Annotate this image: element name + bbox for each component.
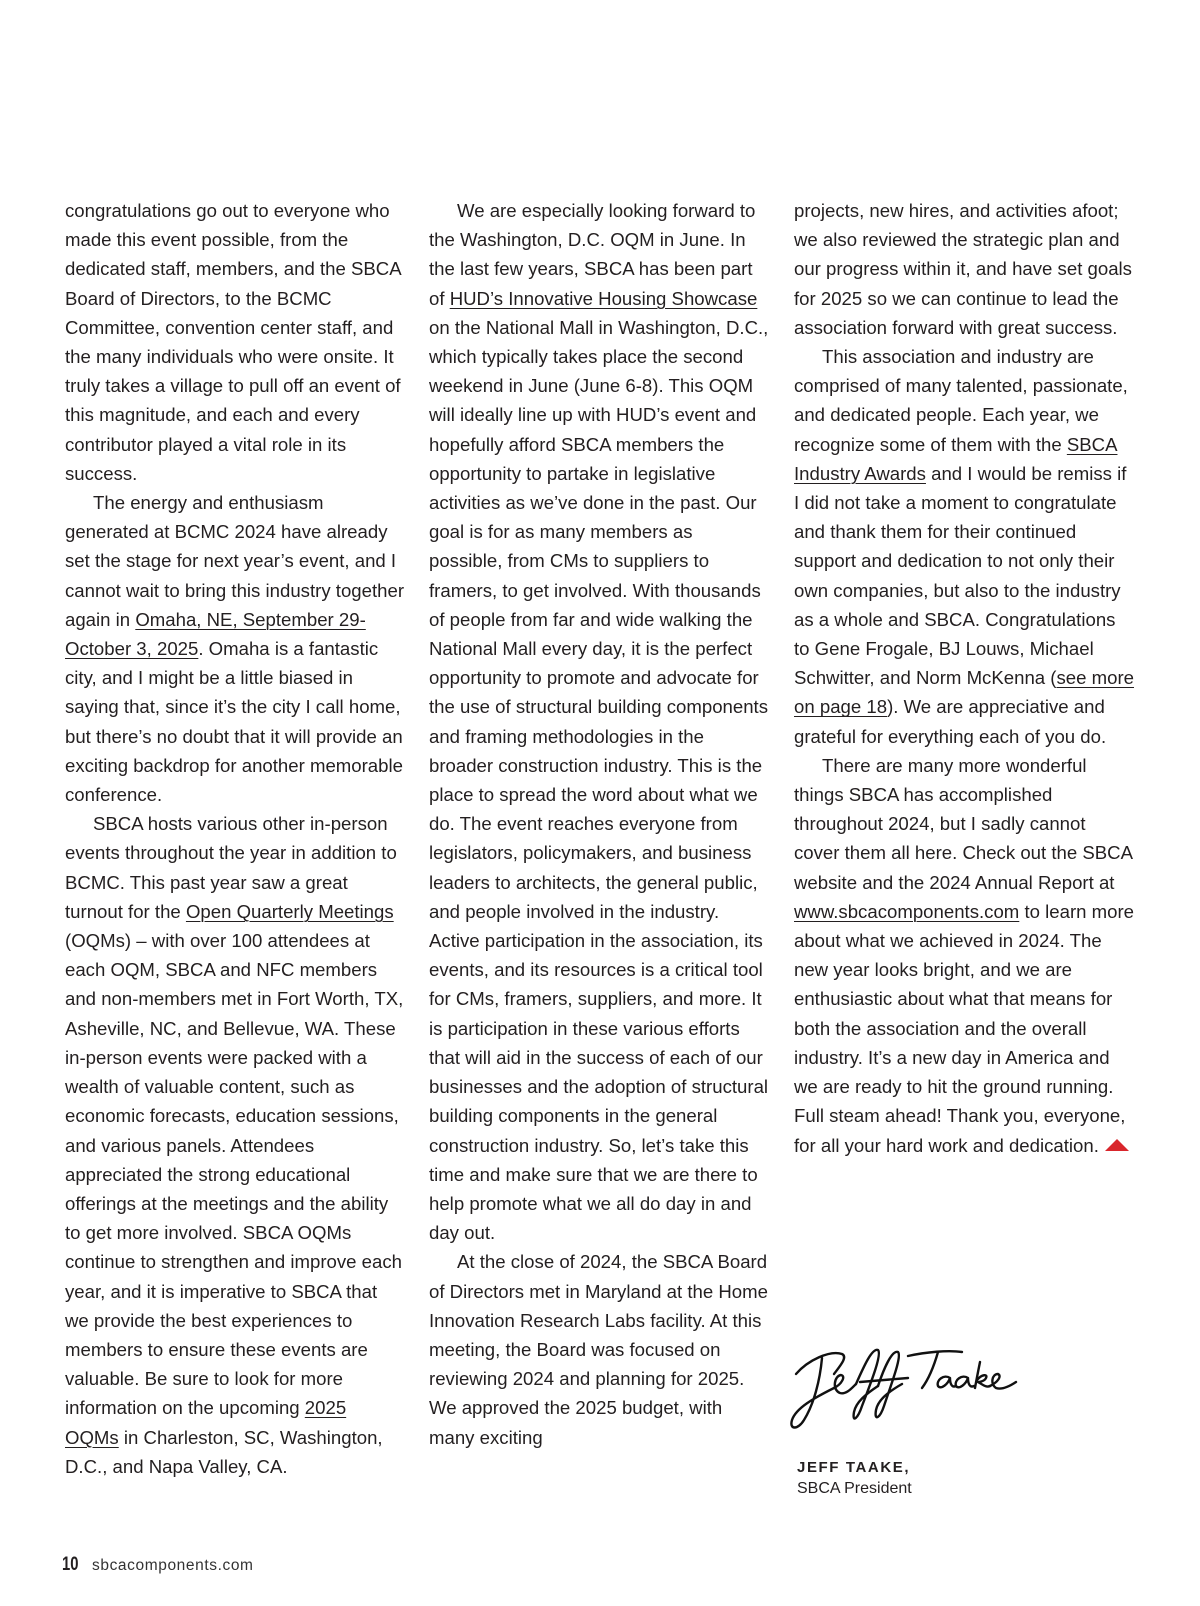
signer-name: JEFF TAAKE, — [797, 1459, 911, 1476]
2025-oqms-link[interactable]: 2025 OQMs — [65, 1397, 347, 1448]
open-quarterly-meetings-link[interactable]: Open Quarterly Meetings — [185, 900, 394, 922]
paragraph: This association and industry are comprised of many talented, passionate, and dedicated people. Each year, we recognize some of them with the SBCA Industry Awards and I would be remiss if I did not take a moment to congratulate and thank them for their continued support and dedication to not only their own companies, but also to the industry as a whole and SBCA. Congratulations to Gene Frogale, BJ Louws, Michael Schwitter, and Norm McKenna (see more on page 18). We are appreciative and grateful for everything each of you do. — [794, 346, 1134, 747]
hud-showcase-link[interactable]: HUD’s Innovative Housing Showcase — [449, 287, 758, 309]
paragraph: There are many more wonderful things SBCA has accomplished throughout 2024, but I sadly cannot cover them all here. Check out the SBCA website and the 2024 Annual Report at www.sbcacomponents.com to learn more about what we achieved in 2024. The new year looks bright, and we are enthusiastic about what that means for both the association and the overall industry. It’s a new day in America and we are ready to hit the ground running. Full steam ahead! Thank you, everyone, for all your hard work and dedication. — [794, 754, 1135, 1156]
page-18-link[interactable]: see more on page 18 — [794, 667, 1134, 718]
industry-awards-link[interactable]: SBCA Industry Awards — [794, 433, 1118, 484]
paragraph: projects, new hires, and activities afoot; we also reviewed the strategic plan and our progress within it, and have set goals for 2025 so we can continue to lead the association forward with great success. — [794, 200, 1132, 338]
article-column-2 — [429, 196, 769, 1452]
paragraph: At the close of 2024, the SBCA Board of Directors met in Maryland at the Home Innovation Research Labs facility. At this meeting, the Board was focused on reviewing 2024 and planning for 2025. We approved the 2025 budget, with many exciting — [429, 1251, 768, 1448]
paragraph: We are especially looking forward to the Washington, D.C. OQM in June. In the last few years, SBCA has been part of HUD’s Innovative Housing Showcase on the National Mall in Washington, D.C., which typically takes place the second weekend in June (June 6-8). This OQM will ideally line up with HUD’s event and hopefully afford SBCA members the opportunity to partake in legislative activities as we’ve done in the past. Our goal is for as many members as possible, from CMs to suppliers to framers, to get involved. With thousands of people from far and wide walking the National Mall every day, it is the perfect opportunity to promote and advocate for the use of structural building components and framing methodologies in the broader construction industry. This is the place to spread the word about what we do. The event reaches everyone from legislators, policymakers, and business leaders to architects, the general public, and people involved in the industry. Active participation in the association, its events, and its resources is a critical tool for CMs, framers, suppliers, and more. It is participation in these various efforts that will aid in the success of each of our businesses and the adoption of structural building components in the general construction industry. So, let’s take this time and make sure that we are there to help promote what we all do day in and day out. — [429, 200, 769, 1244]
paragraph: congratulations go out to everyone who made this event possible, from the dedicated staff, members, and the SBCA Board of Directors, to the BCMC Committee, convention center staff, and the many individuals who were onsite. It truly takes a village to pull off an event of this magnitude, and each and every contributor played a vital role in its success. — [65, 200, 401, 484]
end-of-article-icon — [1105, 1139, 1129, 1151]
paragraph: SBCA hosts various other in-person events throughout the year in addition to BCMC. This past year saw a great turnout for the Open Quarterly Meetings (OQMs) – with over 100 attendees at each OQM, SBCA and NFC members and non-members met in Fort Worth, TX, Asheville, NC, and Bellevue, WA. These in-person events were packed with a wealth of valuable content, such as economic forecasts, education sessions, and various panels. Attendees appreciated the strong educational offerings at the meetings and the ability to get more involved. SBCA OQMs continue to strengthen and improve each year, and it is imperative to SBCA that we provide the best experiences to members to ensure these events are valuable. Be sure to look for more information on the upcoming 2025 OQMs in Charleston, SC, Washington, D.C., and Napa Valley, CA. — [65, 813, 404, 1477]
page-number: 10 — [62, 1554, 79, 1575]
signature-image — [790, 1340, 1020, 1436]
paragraph: The energy and enthusiasm generated at BCMC 2024 have already set the stage for next year’s event, and I cannot wait to bring this industry together again in Omaha, NE, September 29-October 3, 2025. Omaha is a fantastic city, and I might be a little biased in saying that, since it’s the city I call home, but there’s no doubt that it will provide an exciting backdrop for another memorable conference. — [65, 492, 405, 806]
footer-site: sbcacomponents.com — [92, 1557, 254, 1574]
website-link[interactable]: www.sbcacomponents.com — [794, 900, 1020, 922]
article-column-1 — [65, 196, 405, 1481]
bcmc-2025-link[interactable]: Omaha, NE, September 29-October 3, 2025 — [65, 608, 366, 660]
article-column-3 — [794, 196, 1134, 1160]
signer-title: SBCA President — [797, 1480, 912, 1497]
